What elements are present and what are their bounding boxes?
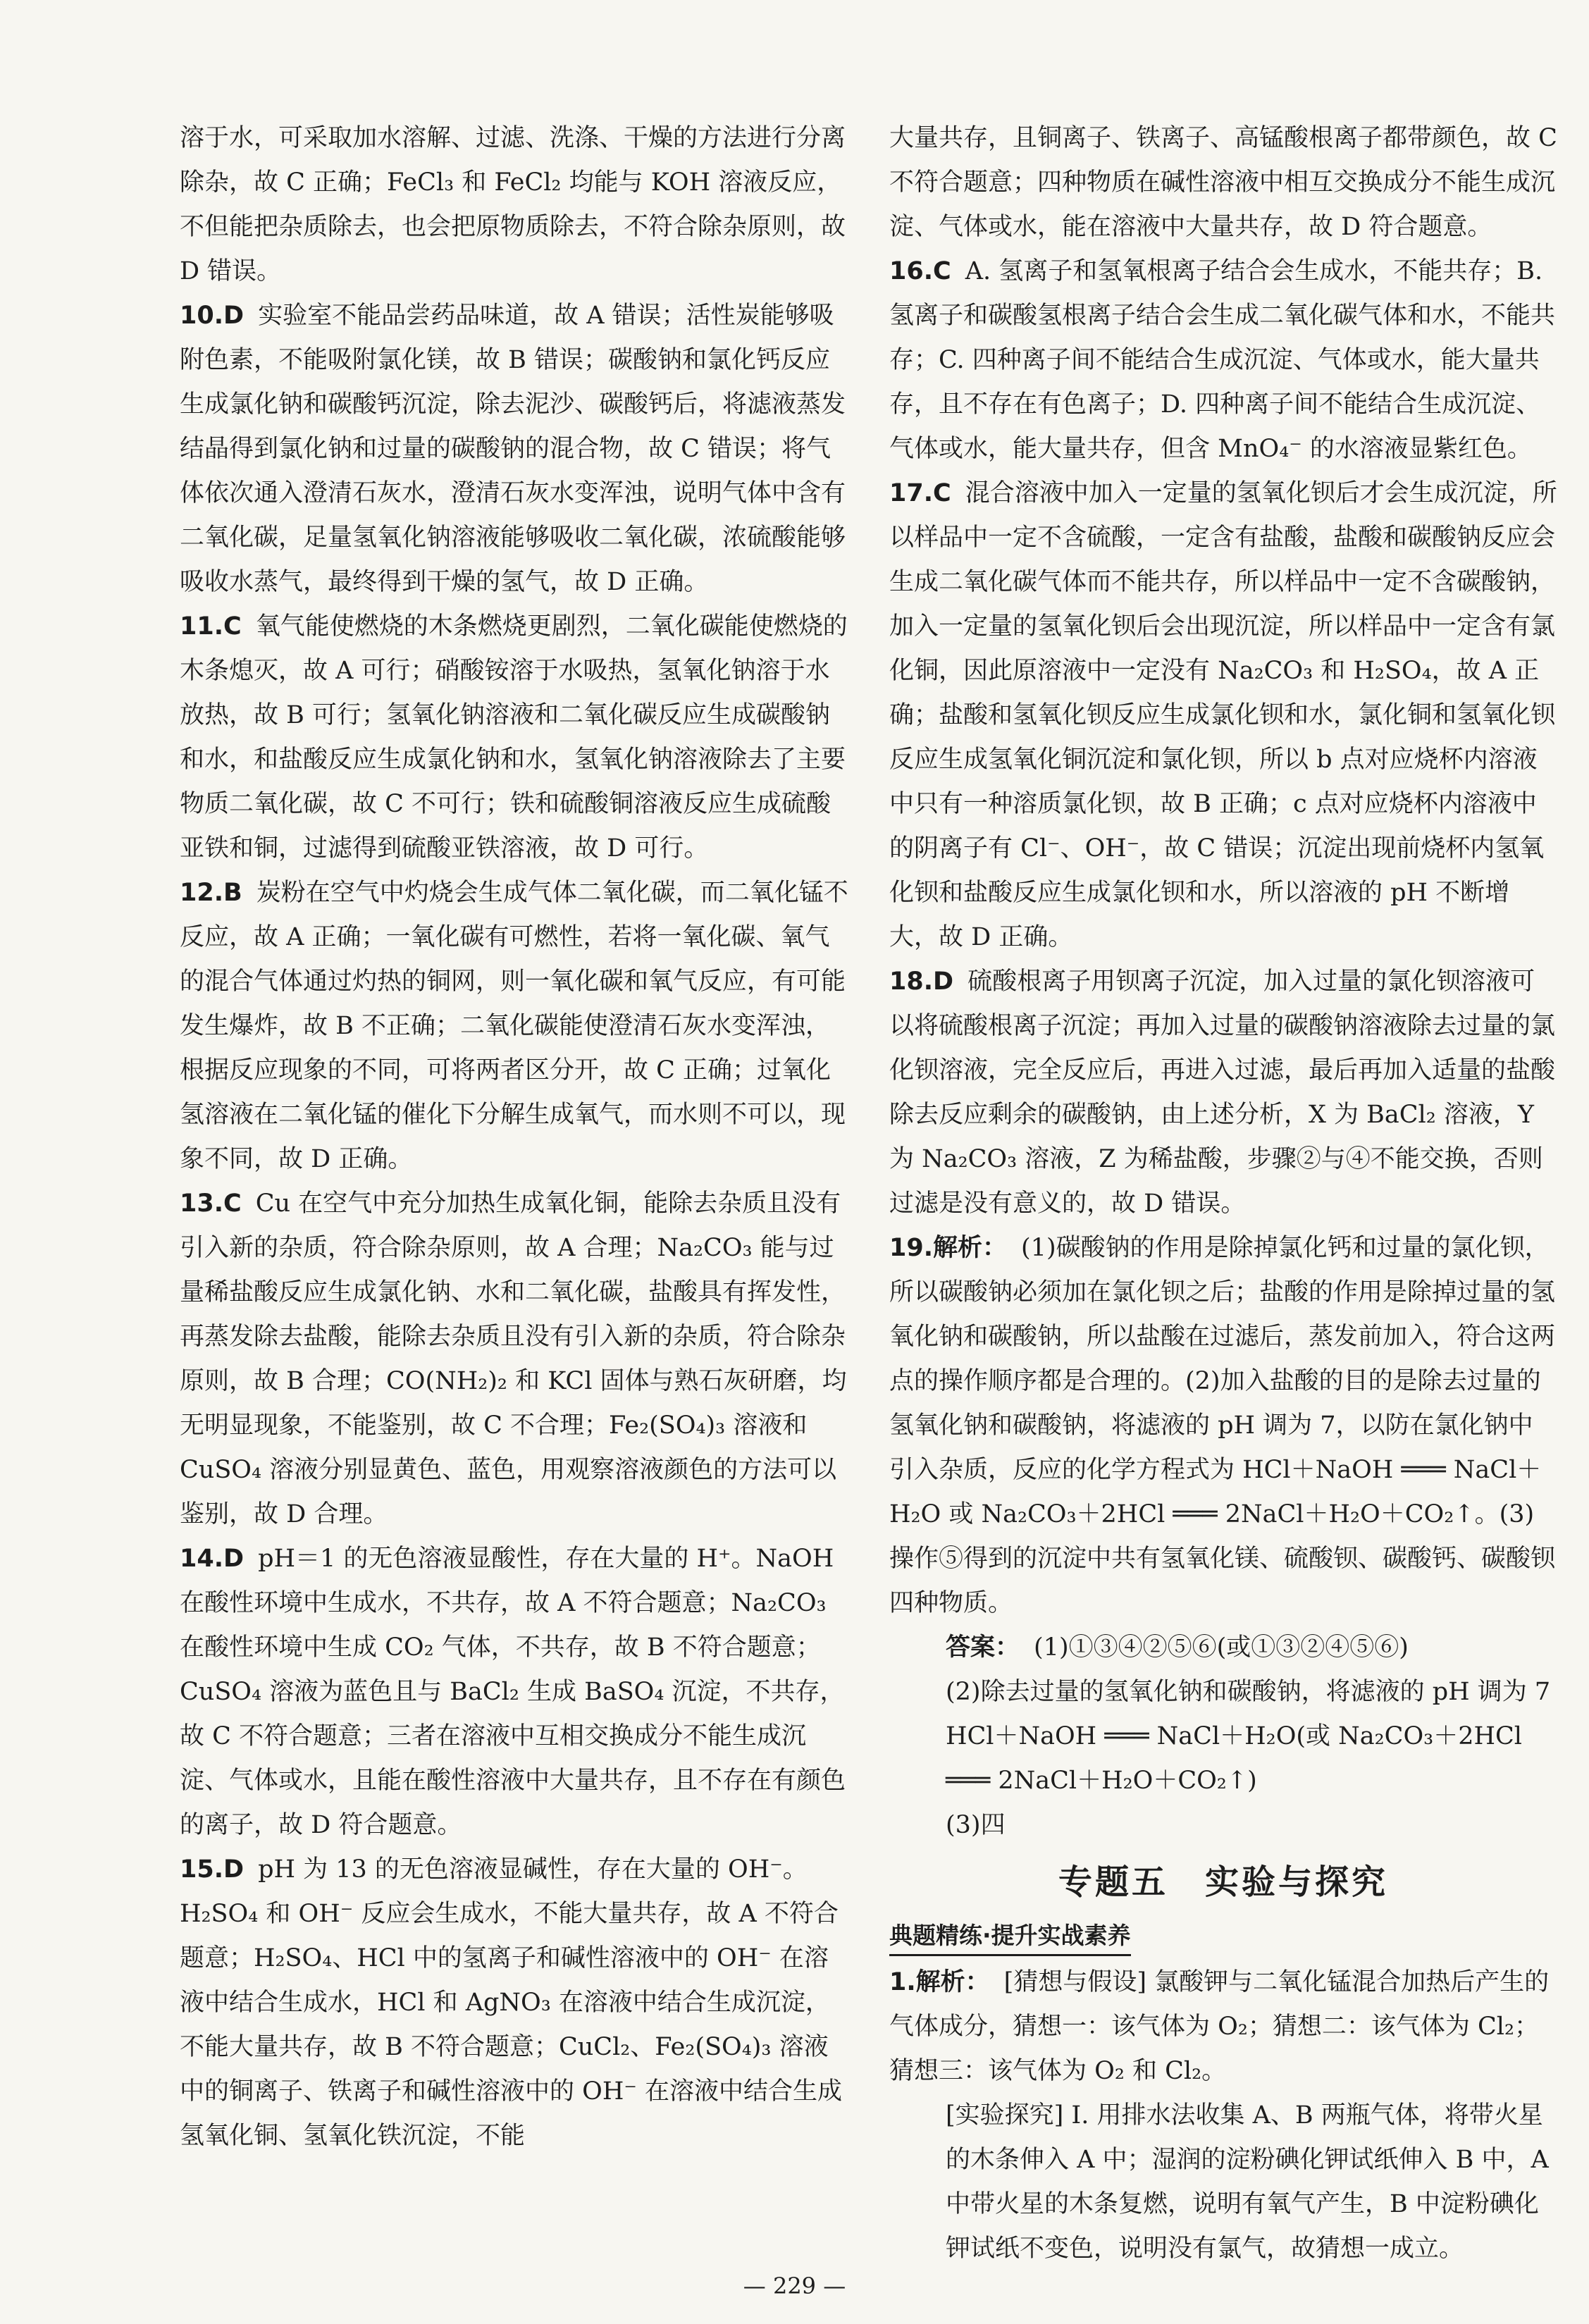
question-number: 16. [889, 257, 934, 285]
answer-19-key [889, 1626, 1557, 1670]
answer-option: D [933, 968, 954, 996]
page-number: — 229 — [743, 2273, 846, 2299]
answer-q1-experiment: [实验探究] Ⅰ. 用排水法收集 A、B 两瓶气体，将带火星的木条伸入 A 中；湿润的淀粉碘化钾试纸伸入 B 中，A 中带火星的木条复燃，说明有氧气产生，B 中淀粉碘化钾试纸不变色，说明没有氯气，故猜想一成立。 [946, 2101, 1549, 2263]
answer-option: D [223, 1855, 245, 1884]
question-number: 18. [889, 968, 934, 996]
question-number: 12. [180, 879, 224, 907]
answer-11 [180, 605, 853, 871]
answer-label: 答案： [946, 1633, 1020, 1662]
question-number: 13. [180, 1189, 224, 1218]
answer-option: D [223, 1545, 245, 1573]
answer-15-continued: 大量共存，且铜离子、铁离子、高锰酸根离子都带颜色，故 C 不符合题意；四种物质在碱性溶液中相互交换成分不能生成沉淀、气体或水，能在溶液中大量共存，故 D 符合题意。 [889, 124, 1557, 241]
question-number: 17. [889, 479, 934, 507]
answer-10 [180, 294, 853, 605]
analysis-label: 解析： [915, 1968, 990, 1996]
answer-option: C [933, 479, 951, 507]
answer-option: B [223, 879, 242, 907]
question-number: 1. [889, 1968, 916, 1996]
answer-15 [180, 1848, 853, 2158]
explanation-text: 硫酸根离子用钡离子沉淀，加入过量的氯化钡溶液可以将硫酸根离子沉淀；再加入过量的碳酸钠溶液除去过量的氯化钡溶液，完全反应后，再进入过滤，最后再加入适量的盐酸除去反应剩余的碳酸钠，由上述分析，X 为 BaCl₂ 溶液，Y 为 Na₂CO₃ 溶液，Z 为稀盐酸，步骤②与④不能交换，否则过滤是没有意义的，故 D 错误。 [889, 968, 1556, 1218]
answer-option: C [223, 1189, 242, 1218]
explanation-text: 实验室不能品尝药品味道，故 A 错误；活性炭能够吸附色素，不能吸附氯化镁，故 B 错误；碳酸钠和氯化钙反应生成氯化钠和碳酸钙沉淀，除去泥沙、碳酸钙后，将滤液蒸发结晶得到氯化钠和过量的碳酸钠的混合物，故 C 错误；将气体依次通入澄清石灰水，澄清石灰水变浑浊，说明气体中含有二氧化碳，足量氢氧化钠溶液能够吸收二氧化碳，浓硫酸能够吸收水蒸气，最终得到干燥的氢气，故 D 正确。 [180, 302, 846, 596]
question-number: 15. [180, 1855, 224, 1884]
subsection-title: 典题精练·提升实战素养 [889, 1917, 1131, 1956]
answer-12 [180, 871, 853, 1182]
explanation-text: pH 为 13 的无色溶液显碱性，存在大量的 OH⁻。H₂SO₄ 和 OH⁻ 反应会生成水，不能大量共存，故 A 不符合题意；H₂SO₄、HCl 中的氢离子和碱性溶液中的 OH⁻ 在溶液中结合生成水，HCl 和 AgNO₃ 在溶液中结合生成沉淀，不能大量共存，故 B 不符合题意；CuCl₂、Fe₂(SO₄)₃ 溶液中的铜离子、铁离子和碱性溶液中的 OH⁻ 在溶液中结合生成氢氧化铜、氢氧化铁沉淀，不能 [180, 1855, 842, 2150]
answer-16 [889, 249, 1557, 471]
section-title: 专题五 实验与探究 [1058, 1862, 1388, 1902]
answer-14 [180, 1537, 853, 1848]
explanation-text: (1)碳酸钠的作用是除掉氯化钙和过量的氯化钡，所以碳酸钠必须加在氯化钡之后；盐酸的作用是除掉过量的氢氧化钠和碳酸钠，所以盐酸在过滤后，蒸发前加入，符合这两点的操作顺序都是合理的。(2)加入盐酸的目的是除去过量的氢氧化钠和碳酸钠，将滤液的 pH 调为 7，以防在氯化钠中引入杂质，反应的化学方程式为 HCl＋NaOH ═══ NaCl＋H₂O 或 Na₂CO₃＋2HCl ═══ 2NaCl＋H₂O＋CO₂↑。(3)操作⑤得到的沉淀中共有氢氧化镁、硫酸钡、碳酸钙、碳酸钡四种物质。 [889, 1234, 1556, 1617]
answer-text: (1)①③④②⑤⑥(或①③②④⑤⑥) [1034, 1633, 1409, 1662]
answer-19 [889, 1226, 1557, 1626]
answer-q1 [889, 1960, 1557, 2094]
explanation-text: A. 氢离子和氢氧根离子结合会生成水，不能共存；B. 氢离子和碳酸氢根离子结合会生成二氧化碳气体和水，不能共存；C. 四种离子间不能结合生成沉淀、气体或水，能大量共存，且不存在有色离子；D. 四种离子间不能结合生成沉淀、气体或水，能大量共存，但含 MnO₄⁻ 的水溶液显紫红色。 [889, 257, 1556, 463]
question-number: 14. [180, 1545, 224, 1573]
analysis-label: 解析： [933, 1234, 1008, 1262]
answer-9-continued: 溶于水，可采取加水溶解、过滤、洗涤、干燥的方法进行分离除杂，故 C 正确；FeCl₃ 和 FeCl₂ 均能与 KOH 溶液反应，不但能把杂质除去，也会把原物质除去，不符合除杂原则，故 D 错误。 [180, 124, 846, 285]
right-column [889, 116, 1576, 2271]
question-number: 19. [889, 1234, 934, 1262]
explanation-text: 炭粉在空气中灼烧会生成气体二氧化碳，而二氧化锰不反应，故 A 正确；一氧化碳有可燃性，若将一氧化碳、氧气的混合气体通过灼热的铜网，则一氧化碳和氧气反应，有可能发生爆炸，故 B 不正确；二氧化碳能使澄清石灰水变浑浊，根据反应现象的不同，可将两者区分开，故 C 正确；过氧化氢溶液在二氧化锰的催化下分解生成氧气，而水则不可以，现象不同，故 D 正确。 [180, 879, 848, 1173]
answer-18 [889, 960, 1557, 1226]
explanation-text: 氧气能使燃烧的木条燃烧更剧烈，二氧化碳能使燃烧的木条熄灭，故 A 可行；硝酸铵溶于水吸热，氢氧化钠溶于水放热，故 B 可行；氢氧化钠溶液和二氧化碳反应生成碳酸钠和水，和盐酸反应生成氯化钠和水，氢氧化钠溶液除去了主要物质二氧化碳，故 C 不可行；铁和硫酸铜溶液反应生成硫酸亚铁和铜，过滤得到硫酸亚铁溶液，故 D 可行。 [180, 612, 848, 863]
explanation-text: [猜想与假设] 氯酸钾与二氧化锰混合加热后产生的气体成分，猜想一：该气体为 O₂；猜想二：该气体为 Cl₂；猜想三：该气体为 O₂ 和 Cl₂。 [889, 1968, 1550, 2085]
answer-13 [180, 1182, 853, 1537]
explanation-text: pH＝1 的无色溶液显酸性，存在大量的 H⁺。NaOH 在酸性环境中生成水，不共存，故 A 不符合题意；Na₂CO₃ 在酸性环境中生成 CO₂ 气体，不共存，故 B 不符合题意；CuSO₄ 溶液为蓝色且与 BaCl₂ 生成 BaSO₄ 沉淀，不共存，故 C 不符合题意；三者在溶液中互相交换成分不能生成沉淀、气体或水，且能在酸性溶液中大量共存，且不存在有颜色的离子，故 D 符合题意。 [180, 1545, 846, 1839]
answer-19-key-2: (2)除去过量的氢氧化钠和碳酸钠，将滤液的 pH 调为 7 HCl＋NaOH ═══ NaCl＋H₂O(或 Na₂CO₃＋2HCl ═══ 2NaCl＋H₂O＋CO₂↑) [946, 1678, 1576, 1795]
explanation-text: 混合溶液中加入一定量的氢氧化钡后才会生成沉淀，所以样品中一定不含硫酸，一定含有盐酸，盐酸和碳酸钠反应会生成二氧化碳气体而不能共存，所以样品中一定不含碳酸钠，加入一定量的氢氧化钡后会出现沉淀，所以样品中一定含有氯化铜，因此原溶液中一定没有 Na₂CO₃ 和 H₂SO₄，故 A 正确；盐酸和氢氧化钡反应生成氯化钡和水，氯化铜和氢氧化钡反应生成氢氧化铜沉淀和氯化钡，所以 b 点对应烧杯内溶液中只有一种溶质氯化钡，故 B 正确；c 点对应烧杯内溶液中的阴离子有 Cl⁻、OH⁻，故 C 错误；沉淀出现前烧杯内氢氧化钡和盐酸反应生成氯化钡和水，所以溶液的 pH 不断增大，故 D 正确。 [889, 479, 1557, 951]
left-column [180, 116, 853, 2158]
answer-option: D [223, 302, 245, 330]
answer-19-key-3: (3)四 [946, 1811, 1006, 1839]
explanation-text: Cu 在空气中充分加热生成氧化铜，能除去杂质且没有引入新的杂质，符合除杂原则，故 A 合理；Na₂CO₃ 能与过量稀盐酸反应生成氯化钠、水和二氧化碳，盐酸具有挥发性，再蒸发除去盐酸，能除去杂质且没有引入新的杂质，符合除杂原则，故 B 合理；CO(NH₂)₂ 和 KCl 固体与熟石灰研磨，均无明显现象，不能鉴别，故 C 不合理；Fe₂(SO₄)₃ 溶液和 CuSO₄ 溶液分别显黄色、蓝色，用观察溶液颜色的方法可以鉴别，故 D 合理。 [180, 1189, 847, 1528]
answer-option: C [223, 612, 242, 641]
answer-option: C [933, 257, 951, 285]
question-number: 10. [180, 302, 224, 330]
answer-17 [889, 471, 1557, 960]
question-number: 11. [180, 612, 224, 641]
